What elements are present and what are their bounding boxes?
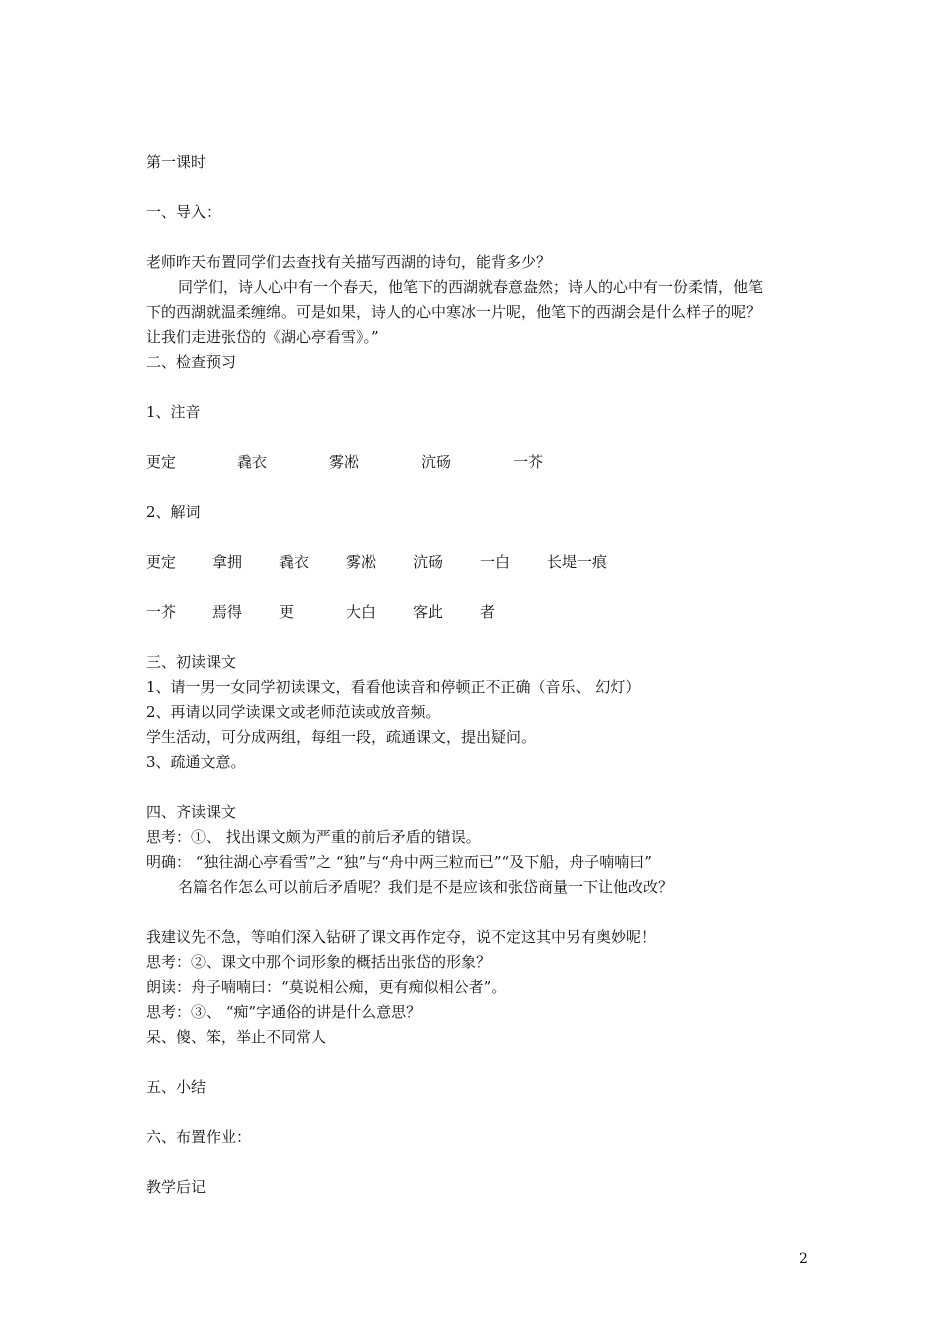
word: 更定 <box>146 453 177 471</box>
section-heading-homework: 六、布置作业： <box>146 1128 252 1146</box>
section-heading-postscript: 教学后记 <box>146 1178 207 1196</box>
list-item: 2、再请以同学读课文或老师范读或放音频。 <box>146 703 441 721</box>
reading-line: 朗读：舟子喃喃曰：“莫说相公痴，更有痴似相公者”。 <box>146 978 507 996</box>
word: 更定 <box>146 553 177 571</box>
paragraph: 同学们，诗人心中有一个春天，他笔下的西湖就春意盎然；诗人的心中有一份柔情，他笔 <box>178 278 764 296</box>
word: 毳衣 <box>279 553 310 571</box>
section-heading-first-read: 三、初读课文 <box>146 653 237 671</box>
answer: 名篇名作怎么可以前后矛盾呢？我们是不是应该和张岱商量一下让他改改？ <box>178 878 674 896</box>
page-number: 2 <box>799 1251 808 1267</box>
word: 更 <box>279 603 295 621</box>
list-item: 1、请一男一女同学初读课文，看看他读音和停顿正不正确（音乐、 幻灯） <box>146 678 641 696</box>
answer: 明确： “独往湖心亭看雪”之 “独”与“舟中两三粒而已”“及下船，舟子喃喃曰” <box>146 853 652 871</box>
lesson-title: 第一课时 <box>146 153 207 171</box>
word: 者 <box>480 603 496 621</box>
answer: 呆、傻、笨，举止不同常人 <box>146 1028 327 1046</box>
word: 雾凇 <box>346 553 377 571</box>
word: 雾凇 <box>329 453 360 471</box>
word: 拿拥 <box>212 553 243 571</box>
list-item: 3、疏通文意。 <box>146 753 246 771</box>
paragraph: 让我们走进张岱的《湖心亭看雪》。” <box>146 328 379 346</box>
subheading-vocab: 2、解词 <box>146 503 201 521</box>
word: 焉得 <box>212 603 243 621</box>
word: 毳衣 <box>237 453 268 471</box>
question: 思考：②、课文中那个词形象的概括出张岱的形象？ <box>146 953 492 971</box>
list-item: 学生活动，可分成两组，每组一段，疏通课文，提出疑问。 <box>146 728 537 746</box>
section-heading-group-read: 四、齐读课文 <box>146 803 237 821</box>
paragraph: 老师昨天布置同学们去查找有关描写西湖的诗句，能背多少？ <box>146 253 552 271</box>
word: 一芥 <box>513 453 544 471</box>
word: 沆砀 <box>413 553 444 571</box>
word: 长堤一痕 <box>547 553 608 571</box>
paragraph: 下的西湖就温柔缠绵。可是如果，诗人的心中寒冰一片呢，他笔下的西湖会是什么样子的呢？ <box>146 303 762 321</box>
section-heading-intro: 一、导入： <box>146 203 222 221</box>
word: 一白 <box>480 553 511 571</box>
paragraph: 我建议先不急，等咱们深入钻研了课文再作定夺，说不定这其中另有奥妙呢！ <box>146 928 657 946</box>
question: 思考：③、 “痴”字通俗的讲是什么意思？ <box>146 1003 422 1021</box>
word: 沆砀 <box>421 453 452 471</box>
section-heading-summary: 五、小结 <box>146 1078 207 1096</box>
subheading-pinyin: 1、注音 <box>146 403 201 421</box>
word: 一芥 <box>146 603 177 621</box>
word: 客此 <box>413 603 444 621</box>
question: 思考：①、 找出课文颇为严重的前后矛盾的错误。 <box>146 828 481 846</box>
section-heading-preview: 二、检查预习 <box>146 353 237 371</box>
word: 大白 <box>346 603 377 621</box>
